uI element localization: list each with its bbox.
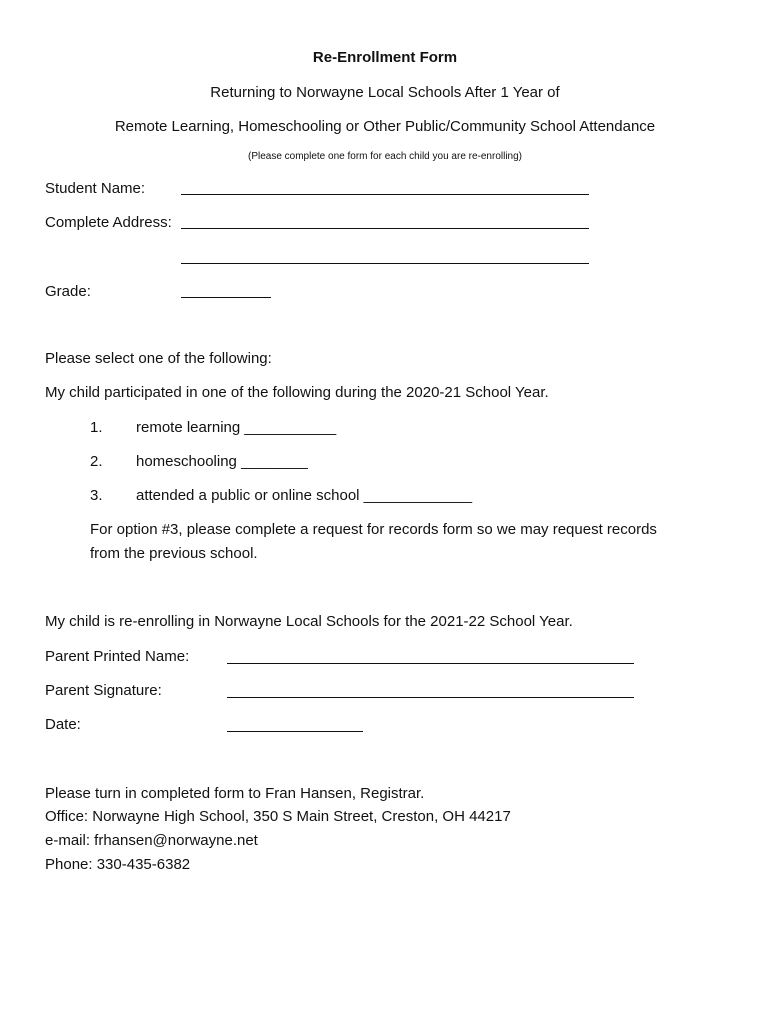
contact-phone: Phone: 330-435-6382 bbox=[45, 856, 191, 873]
grade-field[interactable] bbox=[181, 297, 271, 298]
contact-office: Office: Norwayne High School, 350 S Main Street, Creston, OH 44217 bbox=[45, 808, 511, 825]
reenroll-statement: My child is re-enrolling in Norwayne Local Schools for the 2021-22 School Year. bbox=[45, 613, 573, 630]
subtitle-line-2: Remote Learning, Homeschooling or Other Public/Community School Attendance bbox=[114, 118, 656, 135]
parent-signature-label: Parent Signature: bbox=[45, 682, 162, 699]
option-homeschooling[interactable]: homeschooling ________ bbox=[136, 453, 308, 470]
selection-intro: My child participated in one of the following during the 2020-21 School Year. bbox=[45, 384, 549, 401]
option-public-online-school[interactable]: attended a public or online school _____________ bbox=[136, 487, 473, 504]
option-remote-learning[interactable]: remote learning ___________ bbox=[136, 419, 337, 436]
option-1-number: 1. bbox=[90, 419, 103, 436]
option-2-number: 2. bbox=[90, 453, 103, 470]
parent-signature-field[interactable] bbox=[227, 697, 634, 698]
option-3-note-line-1: For option #3, please complete a request for records form so we may request records bbox=[90, 521, 657, 538]
form-title: Re-Enrollment Form bbox=[312, 49, 458, 66]
parent-name-field[interactable] bbox=[227, 663, 634, 664]
student-name-field[interactable] bbox=[181, 194, 589, 195]
subtitle-line-1: Returning to Norwayne Local Schools After 1 Year of bbox=[210, 84, 560, 101]
date-label: Date: bbox=[45, 716, 81, 733]
instruction-note: (Please complete one form for each child you are re-enrolling) bbox=[247, 151, 523, 162]
address-field-line-1[interactable] bbox=[181, 228, 589, 229]
address-field-line-2[interactable] bbox=[181, 263, 589, 264]
contact-line-1: Please turn in completed form to Fran Hansen, Registrar. bbox=[45, 785, 425, 802]
grade-label: Grade: bbox=[45, 283, 91, 300]
option-3-note-line-2: from the previous school. bbox=[90, 545, 258, 562]
selection-prompt: Please select one of the following: bbox=[45, 350, 272, 367]
contact-email[interactable]: e-mail: frhansen@norwayne.net bbox=[45, 832, 258, 849]
parent-name-label: Parent Printed Name: bbox=[45, 648, 190, 665]
address-label: Complete Address: bbox=[45, 214, 172, 231]
date-field[interactable] bbox=[227, 731, 363, 732]
student-name-label: Student Name: bbox=[45, 180, 146, 197]
option-3-number: 3. bbox=[90, 487, 103, 504]
